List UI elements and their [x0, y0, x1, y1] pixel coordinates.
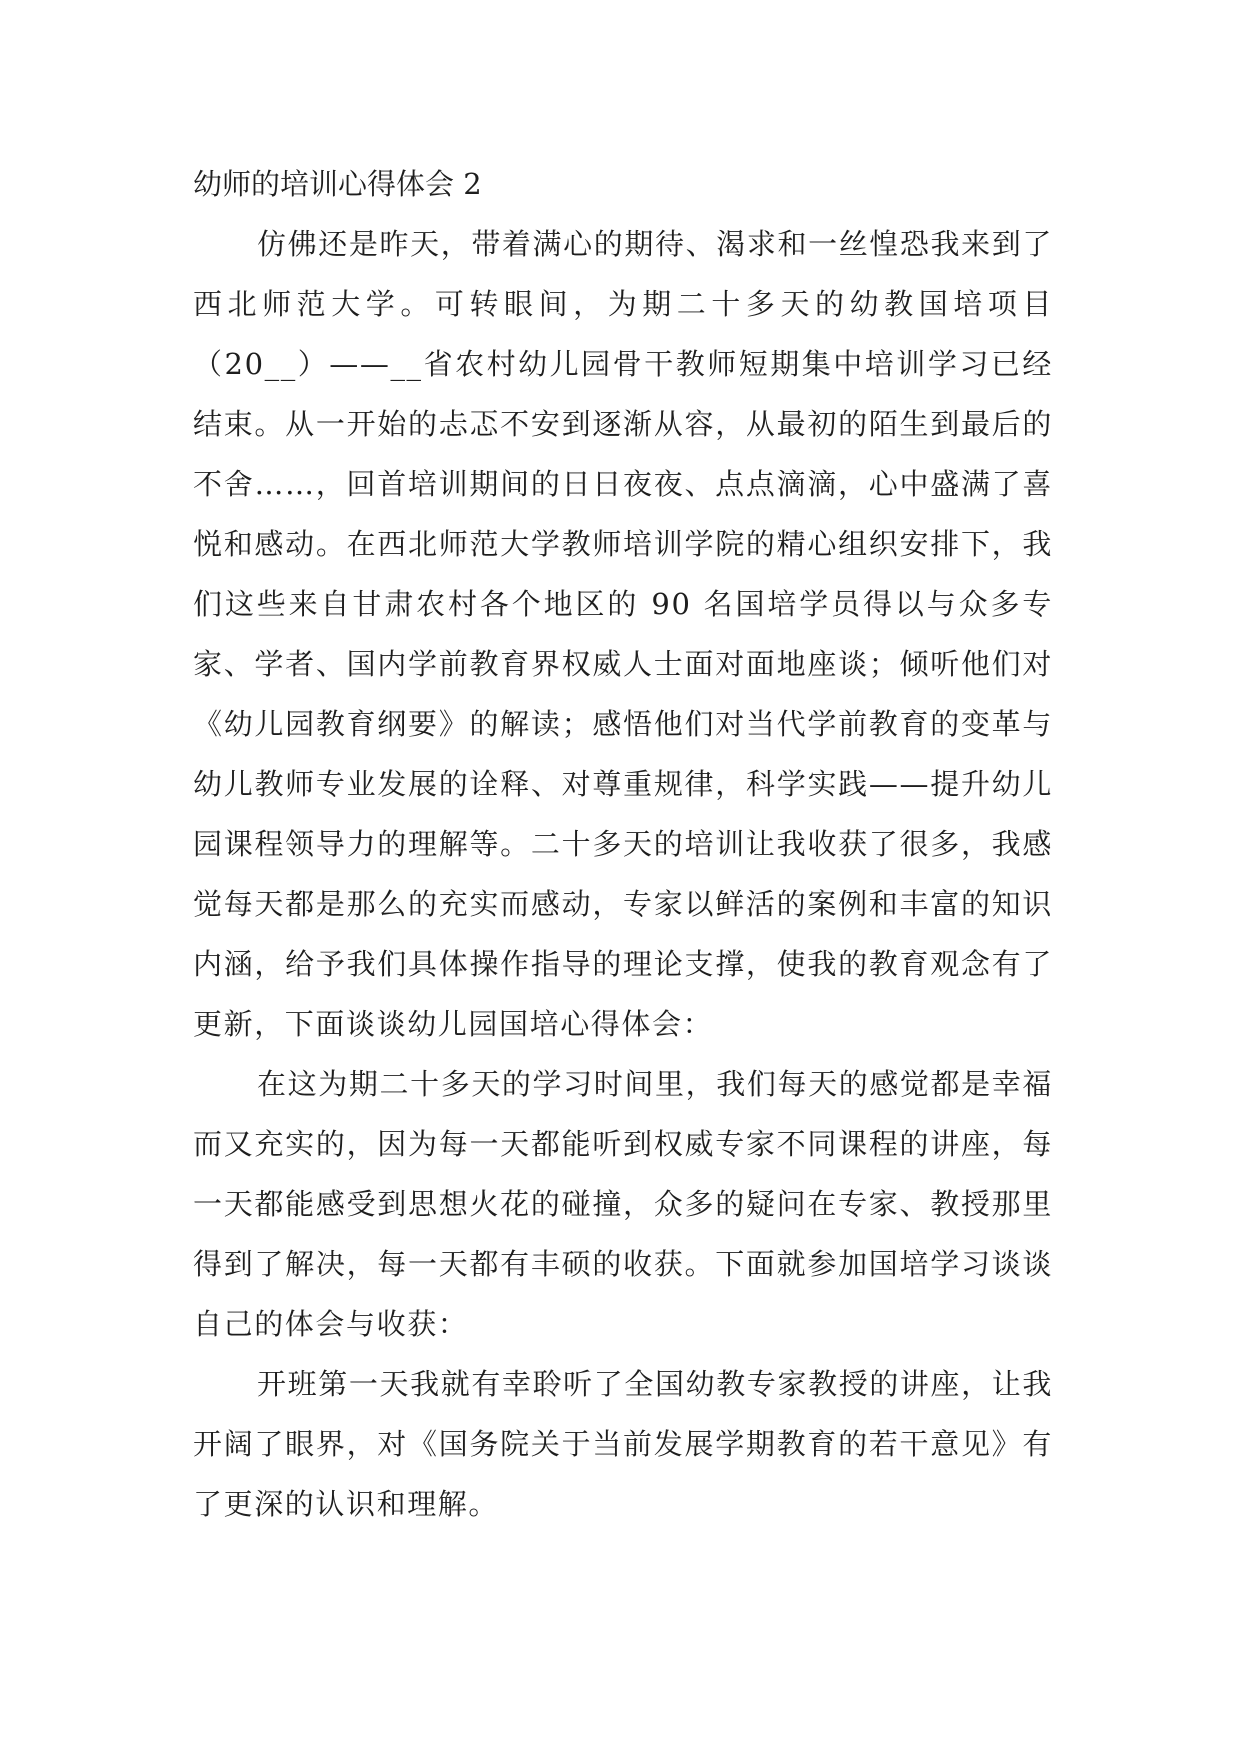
paragraph-2-text: 在这为期二十多天的学习时间里，我们每天的感觉都是幸福而又充实的，因为每一天都能听到权威专家不同课程的讲座，每一天都能感受到思想火花的碰撞，众多的疑问在专家、教授那里得到了解决，每一天都有丰硕的收获。下面就参加国培学习谈谈自己的体会与收获：	[193, 1067, 1053, 1341]
document-body	[193, 164, 1053, 1534]
paragraph-3	[193, 1354, 1053, 1534]
paragraph-3-text: 开班第一天我就有幸聆听了全国幼教专家教授的讲座，让我开阔了眼界，对《国务院关于当前发展学期教育的若干意见》有了更深的认识和理解。	[193, 1367, 1053, 1521]
paragraph-2	[193, 1054, 1053, 1354]
paragraph-1	[193, 214, 1053, 1054]
document-title: 幼师的培训心得体会 2	[193, 167, 482, 201]
paragraph-1-text: 仿佛还是昨天，带着满心的期待、渴求和一丝惶恐我来到了西北师范大学。可转眼间，为期二十多天的幼教国培项目（20__）——__省农村幼儿园骨干教师短期集中培训学习已经结束。从一开始的忐忑不安到逐渐从容，从最初的陌生到最后的不舍……，回首培训期间的日日夜夜、点点滴滴，心中盛满了喜悦和感动。在西北师范大学教师培训学院的精心组织安排下，我们这些来自甘肃农村各个地区的 90 名国培学员得以与众多专家、学者、国内学前教育界权威人士面对面地座谈；倾听他们对《幼儿园教育纲要》的解读；感悟他们对当代学前教育的变革与幼儿教师专业发展的诠释、对尊重规律，科学实践——提升幼儿园课程领导力的理解等。二十多天的培训让我收获了很多，我感觉每天都是那么的充实而感动，专家以鲜活的案例和丰富的知识内涵，给予我们具体操作指导的理论支撑，使我的教育观念有了更新，下面谈谈幼儿园国培心得体会：	[193, 227, 1053, 1041]
